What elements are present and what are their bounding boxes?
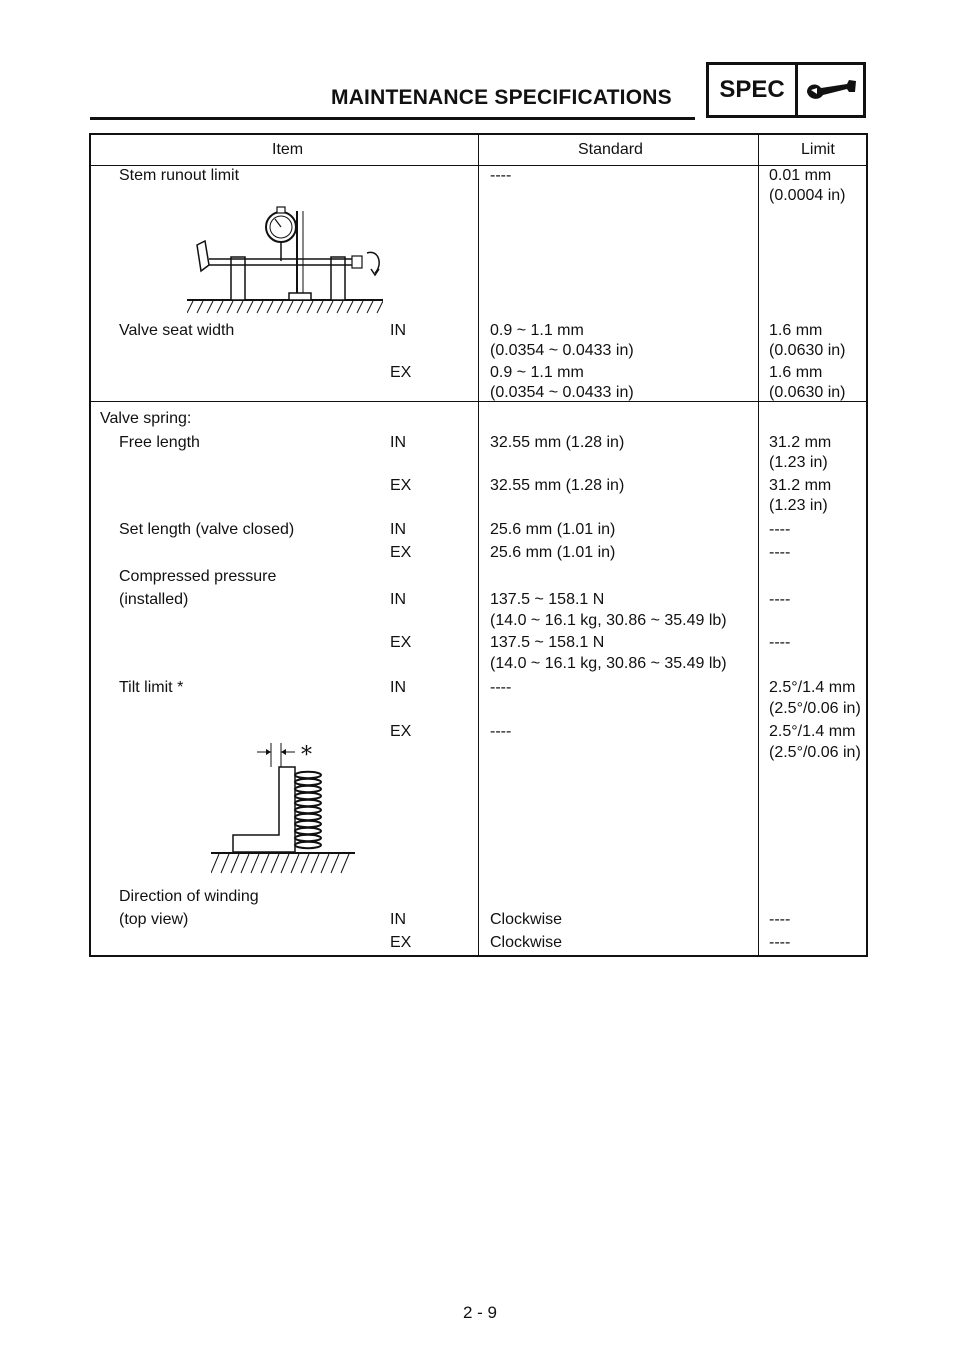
row-sub: IN (390, 434, 406, 451)
row-standard: 0.9 ~ 1.1 mm (490, 322, 584, 339)
row-standard-imperial: (14.0 ~ 16.1 kg, 30.86 ~ 35.49 lb) (490, 612, 727, 629)
row-standard: Clockwise (490, 911, 563, 928)
row-limit-imperial: (2.5°/0.06 in) (769, 744, 861, 761)
row-sub: IN (390, 911, 406, 928)
row-limit: 31.2 mm (769, 477, 832, 494)
row-sub: EX (390, 477, 412, 494)
row-standard: 0.9 ~ 1.1 mm (490, 364, 584, 381)
row-limit-imperial: (1.23 in) (769, 497, 828, 514)
row-limit: ---- (769, 521, 791, 538)
row-limit: 1.6 mm (769, 364, 823, 381)
spec-badge (706, 62, 866, 118)
row-item: Direction of winding (119, 888, 259, 905)
column-divider (758, 135, 759, 955)
row-limit: ---- (769, 634, 791, 651)
tilt-asterisk: * (301, 743, 312, 768)
column-header-standard: Standard (578, 141, 643, 158)
row-standard: Clockwise (490, 934, 563, 951)
row-standard: ---- (490, 167, 512, 184)
row-limit: 0.01 mm (769, 167, 832, 184)
row-standard: 32.55 mm (1.28 in) (490, 477, 625, 494)
column-header-limit: Limit (801, 141, 835, 158)
row-limit-imperial: (0.0004 in) (769, 187, 846, 204)
row-standard: ---- (490, 723, 512, 740)
row-limit-imperial: (2.5°/0.06 in) (769, 700, 861, 717)
row-standard: ---- (490, 679, 512, 696)
row-sub: IN (390, 322, 406, 339)
row-sub: EX (390, 364, 412, 381)
row-sub: EX (390, 934, 412, 951)
column-divider (478, 135, 479, 955)
page-title: MAINTENANCE SPECIFICATIONS (331, 86, 672, 109)
section-heading: Valve spring: (100, 410, 192, 427)
section-divider (91, 401, 866, 402)
spec-table (89, 133, 868, 957)
row-item: Tilt limit * (119, 679, 184, 696)
row-limit-imperial: (0.0630 in) (769, 384, 846, 401)
wrench-icon (798, 65, 863, 115)
spring-tilt-figure (211, 739, 361, 885)
row-limit: 2.5°/1.4 mm (769, 723, 856, 740)
row-item: (installed) (119, 591, 189, 608)
column-header-item: Item (272, 141, 304, 158)
runout-gauge-figure (187, 193, 383, 319)
row-limit-imperial: (1.23 in) (769, 454, 828, 471)
row-sub: IN (390, 591, 406, 608)
row-limit: 31.2 mm (769, 434, 832, 451)
row-standard: 137.5 ~ 158.1 N (490, 634, 605, 651)
spec-label: SPEC (709, 65, 798, 115)
row-standard: 32.55 mm (1.28 in) (490, 434, 625, 451)
row-item: Stem runout limit (119, 167, 240, 184)
row-item: Set length (valve closed) (119, 521, 295, 538)
row-standard-imperial: (0.0354 ~ 0.0433 in) (490, 342, 634, 359)
row-limit-imperial: (0.0630 in) (769, 342, 846, 359)
row-limit: ---- (769, 911, 791, 928)
row-sub: IN (390, 521, 406, 538)
row-sub: IN (390, 679, 406, 696)
row-limit: 2.5°/1.4 mm (769, 679, 856, 696)
row-limit: ---- (769, 934, 791, 951)
header-rule (90, 117, 695, 120)
row-standard: 25.6 mm (1.01 in) (490, 544, 616, 561)
row-sub: EX (390, 723, 412, 740)
row-limit: ---- (769, 591, 791, 608)
row-item: Compressed pressure (119, 568, 277, 585)
row-standard-imperial: (0.0354 ~ 0.0433 in) (490, 384, 634, 401)
row-item: Valve seat width (119, 322, 235, 339)
row-standard-imperial: (14.0 ~ 16.1 kg, 30.86 ~ 35.49 lb) (490, 655, 727, 672)
row-item: (top view) (119, 911, 189, 928)
row-limit: 1.6 mm (769, 322, 823, 339)
row-standard: 137.5 ~ 158.1 N (490, 591, 605, 608)
row-limit: ---- (769, 544, 791, 561)
row-sub: EX (390, 634, 412, 651)
page-number: 2 - 9 (462, 1303, 498, 1322)
row-standard: 25.6 mm (1.01 in) (490, 521, 616, 538)
row-item: Free length (119, 434, 200, 451)
row-sub: EX (390, 544, 412, 561)
